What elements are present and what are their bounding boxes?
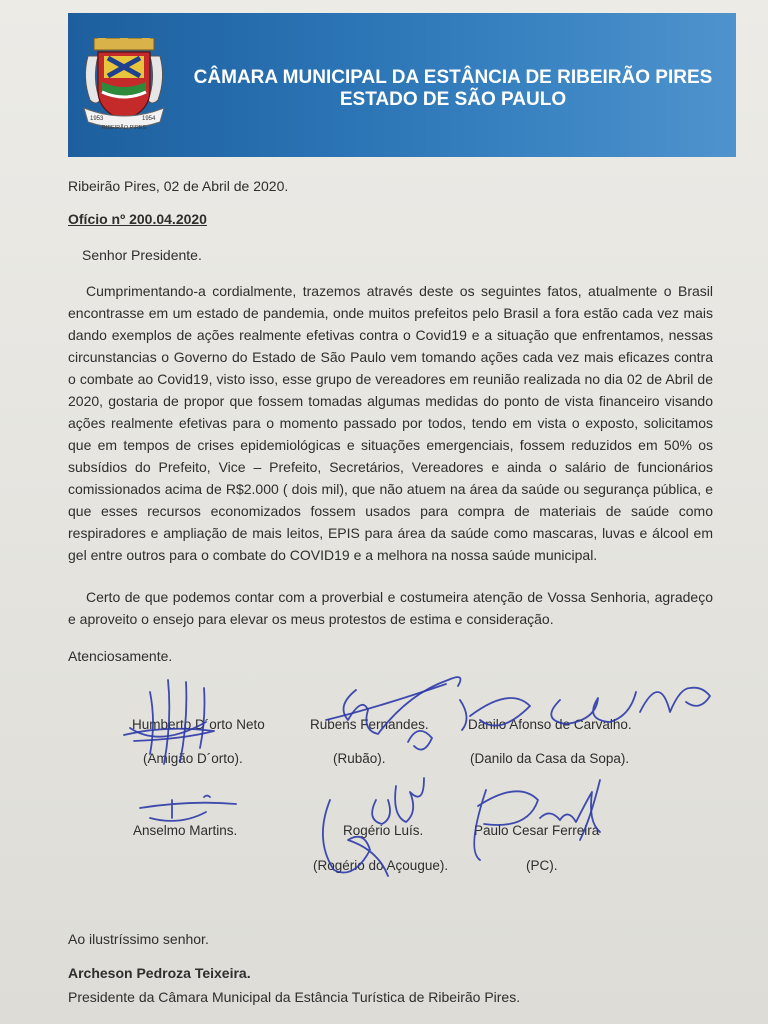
greeting: Senhor Presidente. bbox=[82, 247, 202, 263]
crest-ribbon-text: RIBEIRÃO PIRES bbox=[101, 125, 147, 131]
signatory-nickname: (Rogério do Açougue). bbox=[313, 858, 449, 873]
body-paragraph-1-text: Cumprimentando-a cordialmente, trazemos através deste os seguintes fatos, atualmente o Brasil encontrasse em um estado de pandemia, onde muitos prefeitos pelo Brasil a fora estão cada vez mais dando exemplos de ações realmente efetivas contra o Covid19 e a situação que enfrentamos, nessas circunstancias o Governo do Estado de São Paulo vem tomando ações cada vez mais eficazes contra o combate ao Covid19, visto isso, esse grupo de vereadores em reunião realizada no dia 02 de Abril de 2020, gostaria de propor que fossem tomadas algumas medidas do ponto de vista financeiro visando ações realmente efetivas para o momento passado por todos, tendo em vista o exposto, solicitamos que em tempos de crises epidemiológicas e situações emergenciais, fossem reduzidos em 50% os subsídios do Prefeito, Vice – Prefeito, Secretários, Vereadores e ainda o salário de funcionários comissionados acima de R$2.000 ( dois mil), que não atuem na área da saúde ou segurança pública, e que esses recursos economizados fossem usados para compra de materiais de saúde como respiradores e ampliação de mais leitos, EPIS para área da saúde como mascaras, luvas e álcool em gel entre outros para o combate do COVID19 e a melhora na nossa saúde municipal. bbox=[68, 283, 713, 563]
signatory-nickname: (PC). bbox=[526, 858, 558, 873]
letterhead-title bbox=[178, 67, 728, 111]
body-paragraph-2-text: Certo de que podemos contar com a proverbial e costumeira atenção de Vossa Senhoria, agradeço e aproveito o ensejo para elevar os meus protestos de estima e consideração. bbox=[68, 589, 713, 627]
signatory-name: Paulo Cesar Ferreira bbox=[474, 823, 600, 838]
signatory-name: Rubens Fernandes. bbox=[310, 717, 429, 732]
signatory-name: Danilo Afonso de Carvalho. bbox=[468, 717, 632, 732]
letterhead-banner bbox=[68, 13, 736, 157]
signatory-nickname: (Danilo da Casa da Sopa). bbox=[470, 751, 630, 766]
recipient-salutation: Ao ilustríssimo senhor. bbox=[68, 931, 209, 947]
crest-year-left: 1953 bbox=[90, 116, 104, 122]
recipient-name: Archeson Pedroza Teixeira. bbox=[68, 965, 251, 981]
letterhead-title-line2: ESTADO DE SÃO PAULO bbox=[339, 89, 567, 110]
oficio-number: Ofício nº 200.04.2020 bbox=[68, 211, 207, 227]
body-paragraph-2 bbox=[68, 586, 713, 630]
closing-salutation: Atenciosamente. bbox=[68, 648, 173, 664]
signature-paulo bbox=[474, 780, 600, 860]
signatory-nickname: (Amigão D´orto). bbox=[143, 751, 243, 766]
signatory-nickname: (Rubão). bbox=[333, 751, 386, 766]
signature-anselmo bbox=[140, 796, 236, 821]
body-paragraph-1 bbox=[68, 280, 713, 566]
signatory-name: Humberto D´orto Neto bbox=[132, 717, 265, 732]
signature-rubens bbox=[326, 677, 460, 749]
letterhead-title-line1: CÂMARA MUNICIPAL DA ESTÂNCIA DE RIBEIRÃO PIRES bbox=[193, 67, 713, 88]
crest-year-right: 1954 bbox=[142, 116, 156, 122]
municipal-coat-of-arms-logo bbox=[80, 38, 168, 134]
letter-date: Ribeirão Pires, 02 de Abril de 2020. bbox=[68, 178, 289, 194]
signatory-name: Anselmo Martins. bbox=[133, 823, 238, 838]
recipient-role: Presidente da Câmara Municipal da Estância Turística de Ribeirão Pires. bbox=[68, 989, 521, 1005]
signatory-name: Rogério Luís. bbox=[343, 823, 424, 838]
